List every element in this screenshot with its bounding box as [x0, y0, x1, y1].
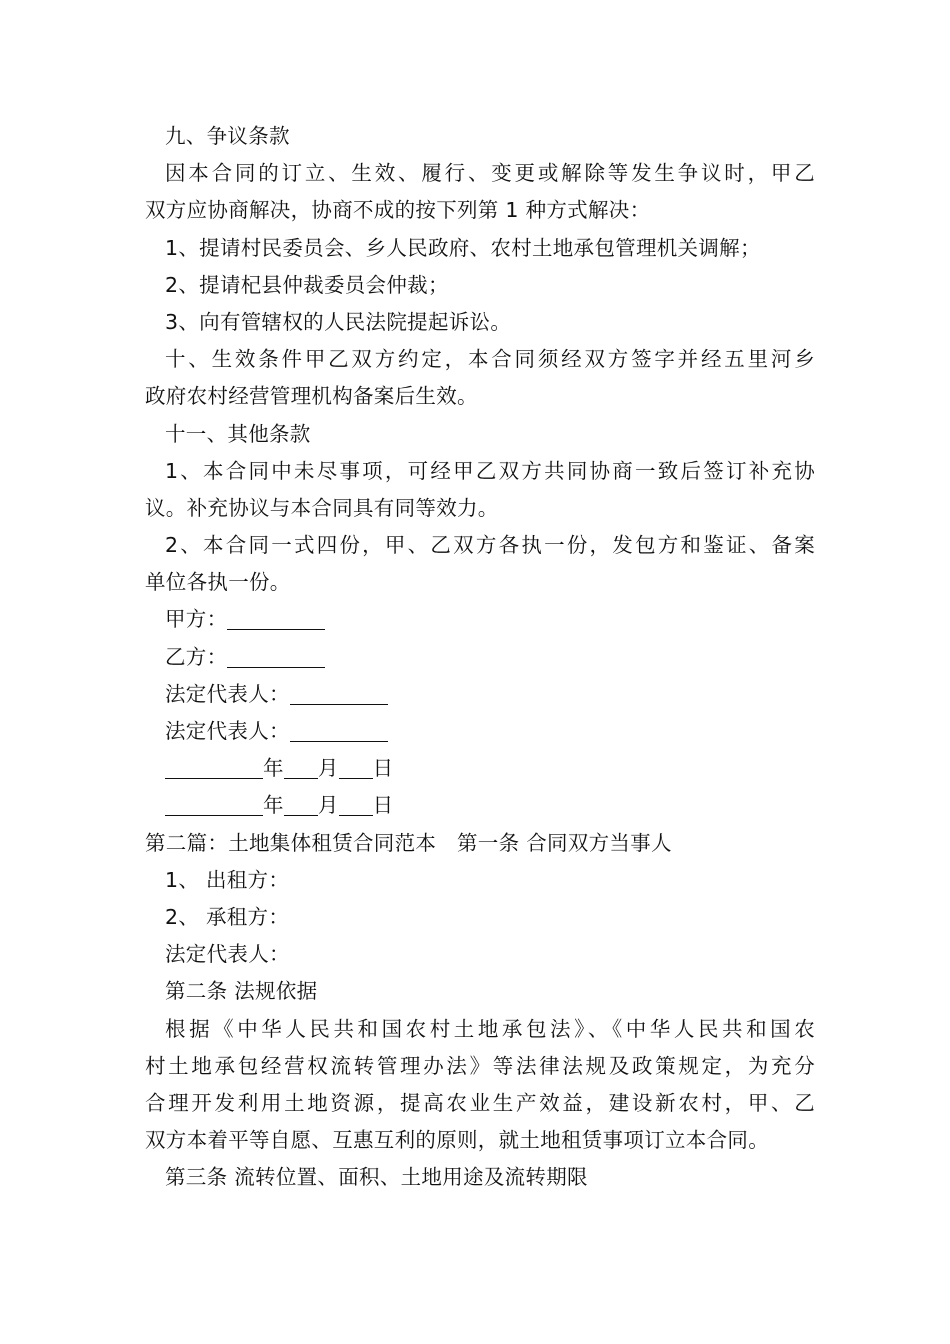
month-label: 月 — [317, 756, 339, 781]
article-2-heading: 第二条 法规依据 — [165, 979, 318, 1004]
body-line: 村土地承包经营权流转管理办法》等法律法规及政策规定，为充分 — [145, 1053, 815, 1078]
signature-blank — [290, 717, 388, 742]
signature-blank — [227, 605, 325, 630]
legal-rep-label: 法定代表人： — [165, 719, 290, 743]
list-item: 3、向有管辖权的人民法院提起诉讼。 — [165, 309, 512, 334]
legal-rep-label: 法定代表人： — [165, 681, 290, 706]
body-line: 议。补充协议与本合同具有同等效力。 — [145, 495, 499, 520]
signature-blank — [227, 643, 325, 668]
body-line: 合理开发利用土地资源，提高农业生产效益，建设新农村，甲、乙 — [145, 1090, 815, 1115]
body-line: 因本合同的订立、生效、履行、变更或解除等发生争议时，甲乙 — [165, 161, 815, 186]
body-line: 根据《中华人民共和国农村土地承包法》、《中华人民共和国农 — [165, 1016, 815, 1041]
party-a-signature — [145, 601, 815, 638]
section-10-line: 十、生效条件甲乙双方约定，本合同须经双方签字并经五里河乡 — [165, 347, 815, 372]
list-item: 1、提请村民委员会、乡人民政府、农村土地承包管理机关调解； — [165, 235, 761, 260]
list-item: 1、 出租方： — [165, 867, 290, 892]
section-9-heading: 九、争议条款 — [165, 124, 290, 148]
year-blank — [165, 754, 263, 779]
date-line — [145, 750, 815, 787]
year-blank — [165, 791, 263, 816]
list-item: 2、本合同一式四份，甲、乙双方各执一份，发包方和鉴证、备案 — [165, 533, 815, 558]
party-a-label: 甲方： — [165, 607, 228, 632]
body-line: 双方本着平等自愿、互惠互利的原则，就土地租赁事项订立本合同。 — [145, 1128, 769, 1153]
legal-rep-signature — [145, 676, 815, 713]
year-label: 年 — [263, 793, 284, 818]
body-line: 单位各执一份。 — [145, 570, 291, 595]
section-11-heading: 十一、其他条款 — [165, 421, 311, 446]
list-item: 2、提请杞县仲裁委员会仲裁； — [165, 272, 449, 297]
day-blank — [339, 754, 373, 779]
day-label: 日 — [372, 793, 394, 818]
signature-blank — [290, 680, 388, 705]
month-blank — [284, 754, 318, 779]
contract-page — [145, 118, 815, 1196]
year-label: 年 — [263, 756, 284, 781]
article-3-heading: 第三条 流转位置、面积、土地用途及流转期限 — [165, 1165, 588, 1190]
date-line — [145, 787, 815, 824]
party-b-signature — [145, 639, 815, 676]
day-blank — [339, 791, 373, 816]
month-label: 月 — [317, 793, 339, 818]
list-item: 1、本合同中未尽事项，可经甲乙双方共同协商一致后签订补充协 — [165, 458, 815, 483]
day-label: 日 — [372, 756, 394, 781]
party-b-label: 乙方： — [165, 644, 228, 669]
legal-rep-label: 法定代表人： — [165, 942, 290, 967]
month-blank — [284, 791, 318, 816]
legal-rep-signature — [145, 713, 815, 750]
part-2-heading: 第二篇：土地集体租赁合同范本 第一条 合同双方当事人 — [145, 830, 672, 855]
body-line: 政府农村经营管理机构备案后生效。 — [145, 384, 478, 409]
body-line: 双方应协商解决，协商不成的按下列第 1 种方式解决： — [145, 198, 651, 223]
list-item: 2、 承租方： — [165, 904, 290, 929]
